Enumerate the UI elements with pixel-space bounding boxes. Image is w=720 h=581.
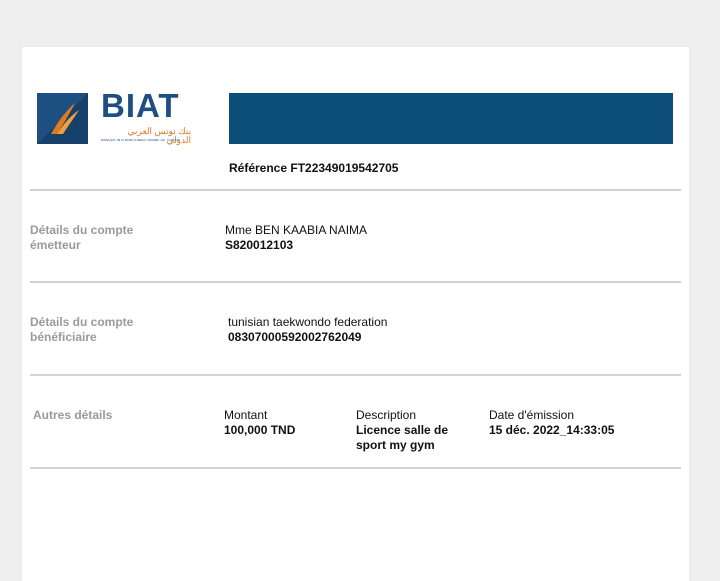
montant-label: Montant [224,408,268,422]
divider [30,374,681,376]
date-value: 15 déc. 2022_14:33:05 [489,423,615,437]
beneficiaire-label [30,315,133,345]
emetteur-label-line1: Détails du compte [30,223,134,237]
beneficiaire-label-line2: bénéficiaire [30,330,97,344]
receipt-page [22,47,689,581]
emetteur-account: S820012103 [225,238,294,252]
biat-logo-icon [37,93,88,144]
logo-tagline: BANQUE INTERNATIONALE ARABE DE TUNISIE [101,139,181,142]
description-line1: Licence salle de [356,423,449,437]
emetteur-label [30,223,133,253]
description-line2: sport my gym [356,438,435,452]
logo-wordmark: BIAT [101,87,180,124]
divider [30,281,681,283]
header-band [229,93,673,144]
date-label: Date d'émission [489,408,574,422]
divider [30,189,681,191]
beneficiaire-account: 08307000592002762049 [228,330,362,344]
emetteur-label-line2: émetteur [30,238,81,252]
autres-label: Autres détails [33,408,113,422]
beneficiaire-name: tunisian taekwondo federation [228,315,388,329]
beneficiaire-label-line1: Détails du compte [30,315,134,329]
emetteur-name: Mme BEN KAABIA NAIMA [225,223,368,237]
divider [30,467,681,469]
description-label: Description [356,408,417,422]
logo-arabic-name: بنك تونس العربي الدولي [127,126,191,145]
reference-number: Référence FT22349019542705 [229,161,399,175]
montant-value: 100,000 TND [224,423,296,437]
